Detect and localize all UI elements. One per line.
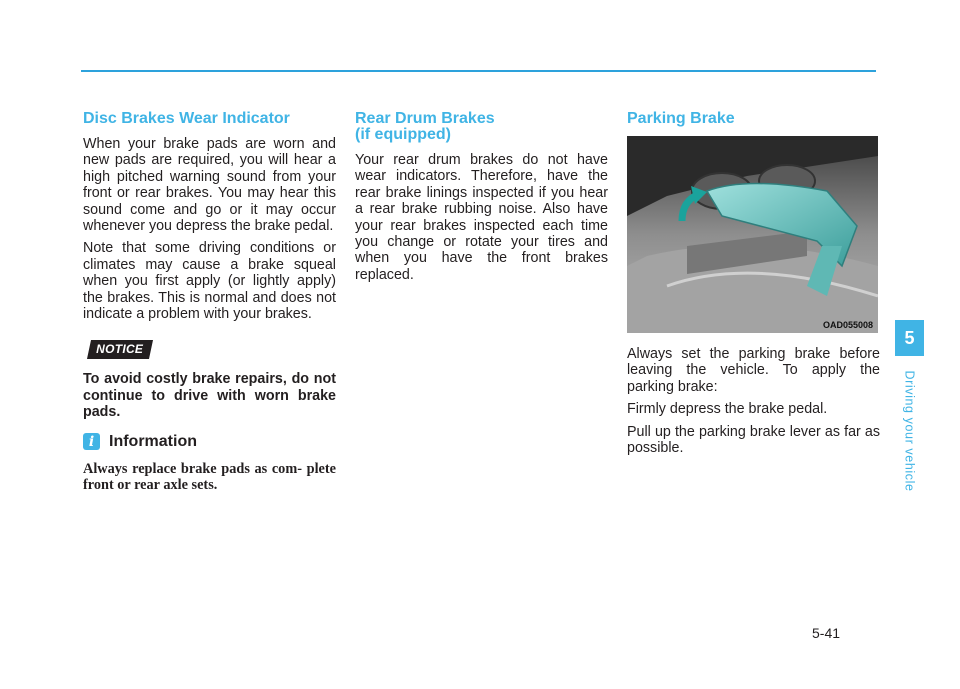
notice-text: To avoid costly brake repairs, do not continue to drive with worn brake pads. <box>83 371 336 421</box>
notice-label: NOTICE <box>96 342 144 357</box>
section-heading-parking-brake: Parking Brake <box>627 110 735 127</box>
information-title: Information <box>109 432 197 450</box>
paragraph: Always set the parking brake before leaving the vehicle. To apply the parking brake: <box>627 346 880 395</box>
image-code: OAD055008 <box>822 320 873 330</box>
chapter-side-label <box>895 356 924 506</box>
page-number: 5-41 <box>812 625 841 641</box>
header-rule <box>81 70 876 72</box>
paragraph: Note that some driving conditions or climates may cause a brake squeal when you first apply (or lightly apply) the brakes. This is normal and does not indicate a problem with your brakes. <box>83 240 336 323</box>
column-parking-brake <box>627 111 880 462</box>
parking-brake-illustration <box>627 136 878 333</box>
paragraph: Firmly depress the brake pedal. <box>627 401 828 418</box>
information-text: Always replace brake pads as com- plete front or rear axle sets. <box>83 460 336 494</box>
section-heading-disc-brakes: Disc Brakes Wear Indicator <box>83 110 290 127</box>
information-header <box>83 433 336 451</box>
info-icon: i <box>83 433 100 450</box>
paragraph: When your brake pads are worn and new pads are required, you will hear a high pitched warning sound from your front or rear brakes. You may hear this sound come and go or it may occur whenever you depress the brake pedal. <box>83 136 336 235</box>
section-heading-rear-drum-brakes <box>355 111 608 143</box>
chapter-title: Driving your vehicle <box>902 370 917 492</box>
paragraph: Your rear drum brakes do not have wear indicators. Therefore, have the rear brake linings inspected if you hear a rear brake rubbing noise. Also have your rear brakes inspected each time you change or rotate your tires and when you have the front brakes replaced. <box>355 152 608 283</box>
chapter-number-tab: 5 <box>895 320 924 356</box>
paragraph: Pull up the parking brake lever as far as possible. <box>627 423 880 457</box>
notice-badge <box>87 340 153 359</box>
heading-line: Rear Drum Brakes <box>355 110 495 127</box>
column-disc-brakes <box>83 111 336 494</box>
column-rear-drum-brakes <box>355 111 608 289</box>
parking-brake-lever-illustration <box>627 136 878 333</box>
heading-line: (if equipped) <box>355 126 451 143</box>
